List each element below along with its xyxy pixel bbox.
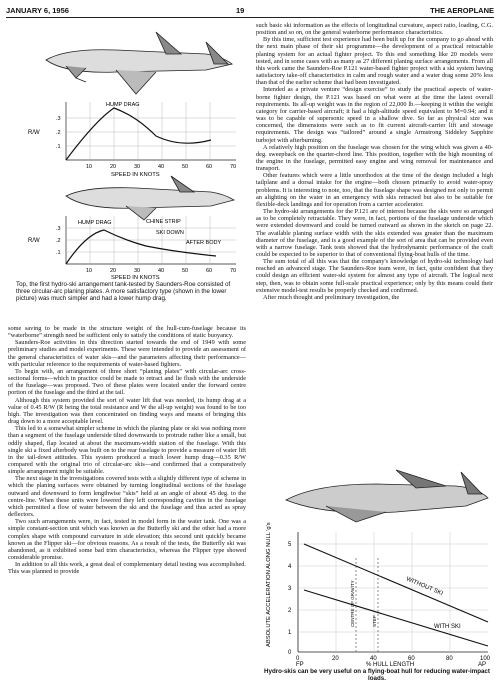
flying-boat-sketch	[286, 470, 488, 522]
chart1-xtick: 30	[134, 164, 141, 170]
paragraph: By this time, sufficient test experience had been built up for the company to go ahead with the next main phase of their ski programme—the development of a practical retractable planing system for an actual fighter project. To this end something like 20 models were tested, and in some cases with as many as 27 different planing surface arrangements. From all this work came the Saunders-Roe P.121 water-based fighter project with a ski system having satisfactory take-off characteristics in calm and rough water and a water drag some 20% less than that of the earlier scheme that had been investigated.	[256, 36, 493, 87]
with-ski-label: WITH SKI	[434, 624, 461, 630]
chart2-curve	[66, 230, 216, 264]
accel-ytick: 3	[288, 586, 292, 592]
ski-arrangement-figure	[6, 20, 246, 280]
accel-xtick: 20	[332, 656, 339, 662]
with-ski-curve	[304, 590, 488, 646]
chart2-xtick: 10	[86, 268, 93, 274]
chart2-xtick: 60	[206, 268, 213, 274]
chart1-ytick: .3	[56, 116, 61, 122]
chart2-annotation: SKI DOWN	[156, 230, 184, 236]
paragraph: In addition to all this work, a great deal of complementary detail testing was accomplished. This was planned to provide	[8, 561, 246, 576]
chart2-ytick: .3	[56, 226, 61, 232]
chart1-ytick: .2	[56, 130, 61, 136]
accel-xtick: 0	[296, 656, 300, 662]
chart1-xtick: 50	[182, 164, 189, 170]
chart1-ytick: .1	[56, 144, 61, 150]
without-ski-curve	[304, 544, 488, 622]
accel-ylabel: ABSOLUTE ACCELERATION ALONG NULL 'g's	[266, 522, 272, 647]
paragraph: To begin with, an arrangement of three short “planing plates” with circular-arc cross-sectional forms—which in practice could be made to retract and lie flush with the underside of the fuselage—was proposed. Two of these plates were located under the forward centre portion of the fuselage and the third at the tail.	[8, 367, 246, 397]
chart1-xtick: 60	[206, 164, 213, 170]
acceleration-figure	[256, 462, 496, 666]
chart2-ylabel: R/W	[28, 238, 40, 244]
step-label: STEP	[372, 615, 377, 627]
chart1-xtick: 40	[158, 164, 165, 170]
chart2-annotation: HUMP DRAG	[78, 220, 112, 226]
accel-xtick: 40	[370, 656, 377, 662]
chart-1	[28, 102, 236, 178]
accel-ytick: 0	[288, 650, 292, 656]
journal-title: THE AEROPLANE	[430, 6, 494, 15]
accel-xtick: 60	[408, 656, 415, 662]
chart2-xtick: 70	[230, 268, 237, 274]
chart1-xtick: 20	[110, 164, 117, 170]
paragraph: such basic ski information as the effects of longitudinal curvature, aspect ratio, loading, C.G. position and so on, on the general waterborne performance characteristics.	[256, 22, 493, 37]
paragraph: Other features which were a little unorthodox at the time of the design included a high tailplane and a dorsal intake for the engine—both chosen primarily to avoid water-spray problems. It is interesting to note, too, that the fuselage shape was designed not only to permit an alighting on the water in an emergency with skis retracted but also to be suitable for flexible-deck landings and for operation from a carrier accelerator.	[256, 172, 493, 208]
accel-ytick: 5	[288, 542, 292, 548]
chart1-xtick: 10	[86, 164, 93, 170]
left-column	[8, 325, 246, 575]
paragraph: some saving to be made in the structure weight of the hull-cum-fuselage because its “waterborne” strength need be sufficient only to satisfy the conditions of static buoyancy.	[8, 325, 246, 340]
chart2-xtick: 50	[182, 268, 189, 274]
chart1-curve	[66, 108, 211, 160]
accel-xlabel-fp: FP	[296, 662, 304, 666]
chart1-annotation: HUMP DRAG	[106, 102, 140, 108]
accel-ytick: 4	[288, 564, 292, 570]
chart-2	[28, 216, 236, 280]
paragraph: Intended as a private venture “design exercise” to study the practical aspects of water-borne fighter design, the P.121 was based on what were at the time the latest overall requirements. Its all-up weight was in the region of 22,000 lb.—keeping it within the weight category for carrier-based aircraft; it had a high-altitude speed equivalent to M=0.94; and it was to be capable of supersonic speed in a shallow dive. So far as physical size was concerned, the dimensions were such as to fit current aircraft-carrier lift and stowage requirements. The design was “tailored” around a single Armstrong Siddeley Sapphire turbojet with afterburning.	[256, 86, 493, 144]
ski-arrangement-drawing	[6, 20, 246, 280]
accel-xtick: 80	[446, 656, 453, 662]
paragraph: After much thought and preliminary investigation, the	[263, 293, 400, 301]
page-header	[6, 6, 494, 16]
paragraph: A relatively high position on the fuselage was chosen for the wing which was given a 40-deg. sweepback on the quarter-chord line. This position, together with the high mounting of the engine in the fuselage, permitted easy engine and wing removal for maintenance and transport.	[256, 143, 493, 173]
cg-label: CENTRE OF GRAVITY	[350, 580, 355, 627]
right-column	[256, 22, 493, 301]
chart2-xtick: 20	[110, 268, 117, 274]
chart1-xlabel: SPEED IN KNOTS	[111, 172, 160, 178]
paragraph: This led to a somewhat simpler scheme in which the planing plate or ski was nothing more than a segment of the fuselage underside tilted downwards to protrude rather like a small, but oddly shaped, flap located at about the maximum-width station of the fuselage. With this single ski a fixed afterbody was built on to the rear fuselage to provide a measure of water lift in the tail-down attitudes. This system produced a much lower hump drag—0.35 R/W compared with the original trio of circular-arc skis—and confirmed that a comparatively simple arrangement might be suitable.	[8, 425, 246, 476]
header-date: JANUARY 6, 1956	[6, 6, 69, 15]
aircraft-sketch-1	[46, 32, 232, 94]
paragraph: Two such arrangements were, in fact, tested in model form in the water tank. One was a simple constant-section unit which was known as the Butterfly ski and the other had a more complex shape with compound curvature in side elevation; this second unit quickly became known as the Flipper ski—for obvious reasons. As a result of the tests, the Butterfly ski was abandoned, as it exhibited some bad trim characteristics, whereas the Flipper type showed considerable promise.	[8, 518, 246, 561]
paragraph: The hydro-ski arrangements for the P.121 are of interest because the skis were so arranged as to be completely retractable. They were, in fact, portions of the fuselage underside which were extended downward and could be turned outward as shown in the sketch on page 22. The available planing surface width with the skis extended was greater than the maximum diameter of the fuselage, and is a good example of the sort of area that can be provided even with a narrow fuselage. Tank tests showed that the hydrodynamic performance of the craft could be expected to be superior to that of conventional flying-boat hulls of the time.	[256, 208, 493, 258]
paragraph: The sum total of all this was that the company's knowledge of hydro-ski technology had reached an advanced stage. The Saunders-Roe team were, in fact, quite confident that they could design an efficient water-ski system for almost any type of aircraft. The logical next step, then, was to obtain some full-scale practical experience; only by this means could their extensive model-test results be properly checked and confirmed.	[256, 258, 493, 294]
chart2-xtick: 40	[158, 268, 165, 274]
accel-ytick: 2	[288, 608, 292, 614]
chart1-xtick: 70	[230, 164, 237, 170]
chart2-annotation: CHINE STRIP	[146, 219, 181, 225]
paragraph: Although this system provided the sort of water lift that was needed, its hump drag at a value of 0.45 R/W (R being the total resistance and W the all-up weight) was found to be too high. The investigation was then concentrated on finding ways and means of bringing this drag down to a more acceptable level.	[8, 396, 246, 426]
accel-xlabel: % HULL LENGTH	[366, 662, 415, 666]
accel-xlabel-ap: AP	[478, 662, 487, 666]
chart2-xtick: 30	[134, 268, 141, 274]
paragraph: The next stage in the investigations covered tests with a slightly different type of scheme in which the planing surfaces were obtained by turning longitudinal sections of the fuselage outward and downward to form lengthwise “skis” held at an angle of about 45 deg. to the centre-line. When these units were lowered they left corresponding cavities in the fuselage which permitted a flow of water between the ski and the fuselage and thus acted as spray deflectors.	[8, 475, 246, 519]
chart2-annotation: AFTER BODY	[186, 240, 222, 246]
accel-ytick: 1	[288, 630, 292, 636]
aircraft-sketch-2	[66, 176, 234, 220]
chart2-xlabel: SPEED IN KNOTS	[111, 275, 160, 280]
without-ski-label: WITHOUT SKI	[405, 576, 444, 598]
chart2-ytick: .1	[56, 250, 61, 256]
paragraph: Saunders-Roe activities in this direction started towards the end of 1949 with some preliminary studies and model experiments. These were intended to provide an assessment of the general characteristics of water skis—and the parameters affecting their performance—with particular reference to the requirements of water-based fighters.	[8, 339, 246, 368]
accel-xtick: 100	[480, 656, 491, 662]
acceleration-drawing	[256, 462, 496, 666]
figure-caption-top: Top, the first hydro-ski arrangement tank-tested by Saunders-Roe consisted of three circular-arc planing plates. A more satisfactory type (shown in the lower picture) was much simpler and had a lower hump drag.	[16, 281, 231, 302]
chart2-ytick: .2	[56, 238, 61, 244]
page-number: 19	[236, 6, 245, 15]
figure-caption-bottom: Hydro-skis can be very useful on a flying-boat hull for reducing water-impact loads.	[264, 668, 490, 682]
chart1-ylabel: R/W	[28, 130, 40, 136]
header-rule	[6, 17, 494, 18]
acceleration-chart	[266, 522, 491, 666]
